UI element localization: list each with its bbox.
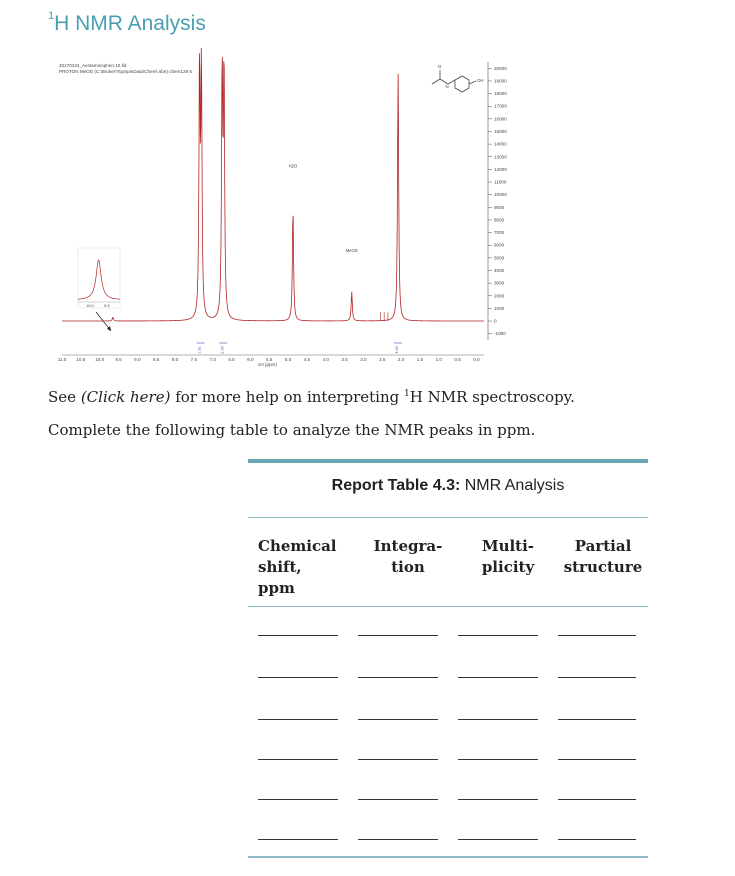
- y-tick-label: 17000: [494, 103, 507, 109]
- x-tick-label: 0.5: [454, 357, 461, 362]
- inset-trace: [78, 260, 120, 299]
- blank-answer-line[interactable]: [458, 759, 538, 760]
- structure-bond: [448, 80, 455, 84]
- instructions: Complete the following table to analyze the NMR peaks in ppm.: [48, 421, 536, 439]
- file-name-text: 20170424_Acetaminophen.10.fid: [59, 63, 127, 68]
- help-text-mid: for more help on interpreting: [170, 388, 404, 406]
- x-tick-label: 6.0: [247, 357, 254, 362]
- y-tick-label: 2000: [494, 293, 505, 299]
- blank-answer-line[interactable]: [358, 799, 438, 800]
- column-header-line: ppm: [258, 579, 295, 597]
- y-tick-label: 13000: [494, 154, 507, 160]
- blank-answer-line[interactable]: [258, 759, 338, 760]
- column-header-line: Integra-: [373, 537, 443, 555]
- column-header-line: shift,: [258, 558, 302, 576]
- x-axis-label: 1H (ppm): [257, 362, 277, 367]
- integral-value: 3.00: [395, 346, 400, 354]
- blank-answer-line[interactable]: [458, 677, 538, 678]
- structure-bond: [469, 81, 476, 84]
- x-tick-label: 7.0: [209, 357, 216, 362]
- blank-answer-line[interactable]: [558, 759, 636, 760]
- x-tick-label: 8.0: [171, 357, 179, 362]
- help-text-see: See: [48, 388, 81, 406]
- y-tick-label: 14000: [494, 141, 507, 147]
- caption-rest: NMR Analysis: [460, 477, 565, 494]
- y-tick-label: 8000: [494, 217, 505, 223]
- integral-value: 1.91: [197, 346, 202, 354]
- title-superscript: 1: [48, 10, 55, 22]
- y-tick-label: 3000: [494, 280, 505, 286]
- blank-answer-line[interactable]: [258, 839, 338, 840]
- blank-answer-line[interactable]: [258, 799, 338, 800]
- column-header: [458, 536, 558, 578]
- blank-answer-line[interactable]: [558, 677, 636, 678]
- blank-answer-line[interactable]: [458, 719, 538, 720]
- column-header-line: plicity: [481, 558, 535, 576]
- blank-answer-line[interactable]: [258, 635, 338, 636]
- help-link[interactable]: (Click here): [80, 388, 171, 406]
- x-tick-label: 10.0: [95, 357, 105, 362]
- x-tick-label: 11.0: [57, 357, 67, 362]
- x-tick-label: 0.0: [473, 357, 480, 362]
- inset-frame: [78, 248, 120, 308]
- y-tick-label: 12000: [494, 166, 507, 172]
- column-header: [258, 536, 358, 599]
- file-path-text: PROTON MeOD (C:\Bruker\TopSpinData\Chem\.sbe) chem129 5: [59, 69, 192, 74]
- x-tick-label: 4.0: [322, 357, 329, 362]
- column-header: [358, 536, 458, 578]
- help-text-end: H NMR spectroscopy.: [409, 388, 575, 406]
- y-tick-label: 7000: [494, 230, 505, 236]
- column-header-line: tion: [391, 558, 425, 576]
- inset-tick-label: 10.0: [86, 303, 94, 308]
- x-tick-label: 9.5: [115, 357, 122, 362]
- x-tick-label: 4.5: [303, 357, 311, 362]
- peak-label: MeOD: [345, 247, 358, 253]
- blank-answer-line[interactable]: [558, 635, 636, 636]
- x-tick-label: 1.0: [435, 357, 442, 362]
- blank-answer-line[interactable]: [358, 759, 438, 760]
- y-tick-label: 9000: [494, 204, 505, 210]
- structure-bond: [455, 76, 469, 92]
- blank-answer-line[interactable]: [358, 719, 438, 720]
- x-tick-label: 3.5: [341, 357, 348, 362]
- y-tick-label: 4000: [494, 268, 505, 273]
- integral-value: 2.00: [220, 346, 225, 354]
- x-tick-label: 3.0: [360, 357, 367, 362]
- x-tick-label: 8.5: [153, 357, 160, 362]
- inset-tick-label: 9.5: [104, 303, 110, 308]
- blank-answer-line[interactable]: [458, 635, 538, 636]
- y-tick-label: 20000: [494, 65, 507, 71]
- x-tick-label: 2.0: [397, 357, 405, 362]
- x-tick-label: 10.5: [76, 357, 86, 362]
- title-text: H NMR Analysis: [54, 12, 206, 35]
- blank-answer-line[interactable]: [258, 719, 338, 720]
- y-tick-label: 6000: [494, 242, 505, 248]
- x-tick-label: 5.5: [266, 357, 273, 362]
- header-rule: [248, 606, 648, 607]
- peak-label: H2O: [288, 163, 298, 169]
- x-tick-label: 2.5: [379, 357, 386, 362]
- structure-bond: [432, 70, 440, 84]
- blank-answer-line[interactable]: [558, 719, 636, 720]
- y-tick-label: 10000: [494, 192, 507, 198]
- y-tick-label: 15000: [494, 129, 507, 134]
- blank-answer-line[interactable]: [358, 677, 438, 678]
- y-tick-label: 1000: [494, 305, 505, 311]
- blank-answer-line[interactable]: [558, 839, 636, 840]
- y-tick-label: 19000: [494, 78, 507, 84]
- blank-answer-line[interactable]: [358, 635, 438, 636]
- report-table: [248, 459, 648, 607]
- caption-bold: Report Table 4.3:: [331, 477, 461, 494]
- blank-answer-line[interactable]: [458, 799, 538, 800]
- blank-answer-line[interactable]: [358, 839, 438, 840]
- help-line: [48, 388, 575, 406]
- spectrum-trace: [62, 48, 484, 321]
- column-header-line: Partial: [574, 537, 632, 555]
- page-title: [48, 12, 206, 36]
- y-tick-label: 16000: [494, 116, 507, 122]
- table-header-row: [248, 518, 648, 606]
- x-tick-label: 7.5: [190, 357, 198, 362]
- structure-atom-n: N: [445, 84, 449, 89]
- x-tick-label: 1.5: [416, 357, 424, 362]
- blank-answer-line[interactable]: [558, 799, 636, 800]
- table-bottom-rule: [248, 856, 648, 858]
- x-tick-label: 9.0: [134, 357, 141, 362]
- structure-atom-o: O: [438, 64, 442, 69]
- y-tick-label: 0: [494, 318, 497, 324]
- column-header-line: Chemical: [258, 537, 337, 555]
- table-caption: [248, 463, 648, 507]
- x-tick-label: 6.5: [228, 357, 235, 362]
- y-tick-label: 5000: [494, 255, 505, 261]
- y-tick-label: -1000: [494, 331, 506, 337]
- structure-oh-label: OH: [477, 78, 484, 83]
- column-header: [558, 536, 648, 578]
- column-header-line: structure: [563, 558, 643, 576]
- y-tick-label: 18000: [494, 91, 507, 97]
- y-tick-label: 11000: [494, 179, 507, 185]
- x-tick-label: 5.0: [284, 357, 292, 362]
- blank-answer-line[interactable]: [458, 839, 538, 840]
- nmr-spectrum-chart: [56, 48, 526, 373]
- help-superscript: 1: [404, 389, 410, 399]
- blank-answer-line[interactable]: [258, 677, 338, 678]
- spectrum-svg: [56, 48, 526, 373]
- column-header-line: Multi-: [481, 537, 535, 555]
